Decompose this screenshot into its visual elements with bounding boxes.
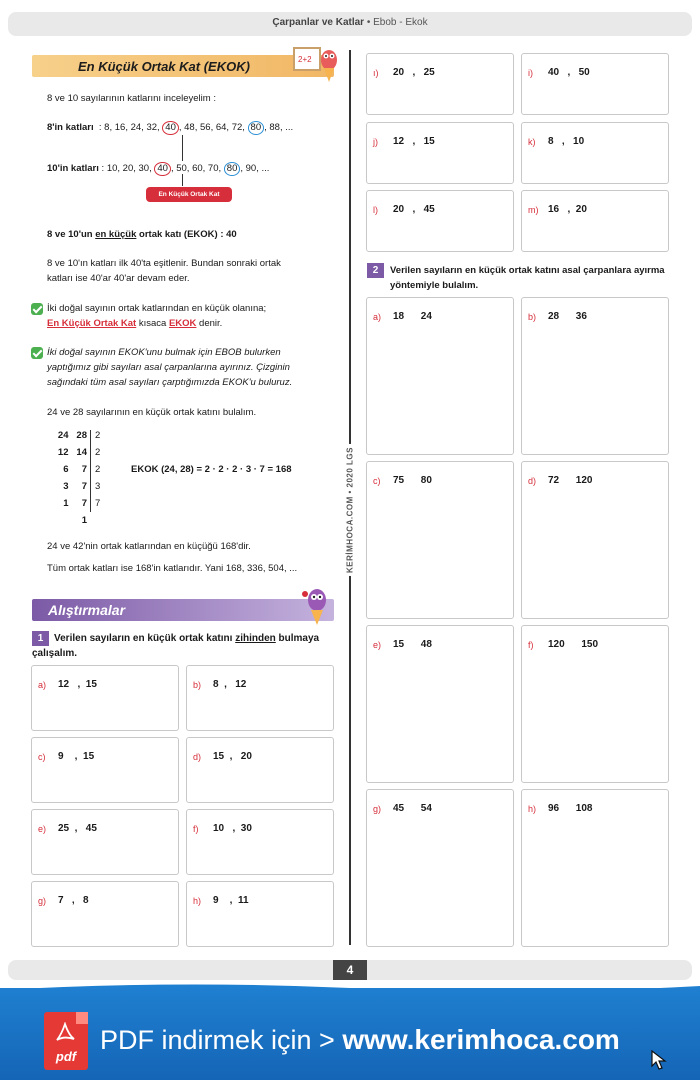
download-link-text[interactable]: PDF indirmek için > www.kerimhoca.com xyxy=(100,1024,620,1055)
note-line-1: 8 ve 10'ın katları ilk 40'ta eşitlenir. Bundan sonraki ortak xyxy=(47,258,281,269)
div-cell: 12 14 xyxy=(57,447,87,458)
check-icon xyxy=(31,303,43,315)
answer-box[interactable]: e) 25 , 45 xyxy=(31,809,179,875)
answer-box[interactable]: a) 12 , 15 xyxy=(31,665,179,731)
connector-line xyxy=(182,135,183,161)
mascot-icon xyxy=(297,586,337,626)
div-prime: 2 xyxy=(95,447,101,458)
mouse-pointer-icon xyxy=(651,1050,667,1070)
answer-box[interactable]: k) 8 , 10 xyxy=(521,122,669,184)
answer-box[interactable]: c) 9 , 15 xyxy=(31,737,179,803)
definition-1-line-1: İki doğal sayının ortak katlarından en küçük olanına; xyxy=(47,303,267,314)
answer-box[interactable]: j) 12 , 15 xyxy=(366,122,514,184)
note-line-2: katları ise 40'ar 40'ar devam eder. xyxy=(47,273,190,284)
question-2-text: Verilen sayıların en küçük ortak katını asal çarpanlara ayırma xyxy=(390,265,665,276)
div-prime: 2 xyxy=(95,464,101,475)
exercises-title: Alıştırmalar xyxy=(48,602,126,618)
conclusion-2: Tüm ortak katları ise 168'in katlarıdır. Yani 168, 336, 504, ... xyxy=(47,563,298,574)
definition-2-line-2: yaptığımız gibi sayıları asal çarpanlarına ayırınız. Çizginin xyxy=(47,362,290,373)
div-cell: 3 7 xyxy=(63,481,87,492)
question-2-text-line-2: yöntemiyle bulalım. xyxy=(390,280,479,291)
common-multiple-highlight: 80 xyxy=(248,121,265,135)
answer-box[interactable]: h) 96 108 xyxy=(521,789,669,947)
ekok-section-banner xyxy=(32,55,334,77)
page-number: 4 xyxy=(333,960,367,980)
definition-2-line-3: sağındaki tüm asal sayıları çarptığımızda EKOK'u buluruz. xyxy=(47,377,293,388)
div-prime: 7 xyxy=(95,498,101,509)
div-cell: 6 7 xyxy=(63,464,87,475)
answer-box[interactable]: ı) 20 , 25 xyxy=(366,53,514,115)
answer-box[interactable]: b) 28 36 xyxy=(521,297,669,455)
definition-2-line-1: İki doğal sayının EKOK'unu bulmak için EBOB bulurken xyxy=(47,347,281,358)
example-intro: 24 ve 28 sayılarının en küçük ortak katını bulalım. xyxy=(47,407,257,418)
ekok-result: 8 ve 10'un en küçük ortak katı (EKOK) : 40 xyxy=(47,229,237,240)
connector-arrow xyxy=(182,174,183,186)
acrobat-symbol-icon xyxy=(54,1022,76,1044)
answer-box[interactable]: d) 72 120 xyxy=(521,461,669,619)
div-prime: 3 xyxy=(95,481,101,492)
answer-box[interactable]: l) 20 , 45 xyxy=(366,190,514,252)
answer-box[interactable]: b) 8 , 12 xyxy=(186,665,334,731)
answer-box[interactable]: f) 120 150 xyxy=(521,625,669,783)
sidebar-watermark: KERİMHOCA.COM • 2020 LGS xyxy=(341,440,359,580)
question-number-badge: 2 xyxy=(367,263,384,278)
common-multiple-highlight: 40 xyxy=(154,162,171,176)
answer-box[interactable]: m) 16 , 20 xyxy=(521,190,669,252)
question-1-text-line-2: çalışalım. xyxy=(32,648,78,659)
answer-box[interactable]: f) 10 , 30 xyxy=(186,809,334,875)
conclusion-1: 24 ve 42'nin ortak katlarından en küçüğü 168'dir. xyxy=(47,541,251,552)
exercises-banner xyxy=(32,599,334,621)
header-text: Çarpanlar ve Katlar • Ebob - Ekok xyxy=(272,17,428,28)
definition-1-line-2: En Küçük Ortak Kat kısaca EKOK denir. xyxy=(47,318,223,329)
ekok-formula: EKOK (24, 28) = 2 · 2 · 2 · 3 · 7 = 168 xyxy=(131,464,292,475)
answer-box[interactable]: i) 40 , 50 xyxy=(521,53,669,115)
check-icon xyxy=(31,347,43,359)
answer-box[interactable]: c) 75 80 xyxy=(366,461,514,619)
svg-text:2+2: 2+2 xyxy=(298,55,312,64)
page-header xyxy=(8,12,692,36)
div-cell: 1 xyxy=(81,515,87,526)
section-title: En Küçük Ortak Kat (EKOK) xyxy=(78,59,250,74)
ekok-pill-label: En Küçük Ortak Kat xyxy=(146,187,232,202)
answer-box[interactable]: a) 18 24 xyxy=(366,297,514,455)
div-prime: 2 xyxy=(95,430,101,441)
pdf-icon: pdf xyxy=(44,1012,88,1070)
division-bar xyxy=(90,430,91,512)
multiples-of-8: 8'in katları : 8, 16, 24, 32, 40 , 48, 56, 64, 72, 80 , 88, ... xyxy=(47,122,294,133)
answer-box[interactable]: h) 9 , 11 xyxy=(186,881,334,947)
answer-box[interactable]: d) 15 , 20 xyxy=(186,737,334,803)
multiples-of-10: 10'in katları : 10, 20, 30, 40 , 50, 60, 70, 80 , 90, ... xyxy=(47,163,270,174)
chalkboard-mascot-icon xyxy=(292,44,340,84)
div-cell: 24 28 xyxy=(57,430,87,441)
site-url: www.kerimhoca.com xyxy=(342,1024,620,1055)
ekok-intro: 8 ve 10 sayılarının katlarını inceleyelim : xyxy=(47,93,216,104)
question-1-text: Verilen sayıların en küçük ortak katını zihinden bulmaya xyxy=(54,633,320,644)
common-multiple-highlight: 80 xyxy=(224,162,241,176)
common-multiple-highlight: 40 xyxy=(162,121,179,135)
div-cell: 1 7 xyxy=(63,498,87,509)
question-number-badge: 1 xyxy=(32,631,49,646)
answer-box[interactable]: g) 7 , 8 xyxy=(31,881,179,947)
answer-box[interactable]: e) 15 48 xyxy=(366,625,514,783)
answer-box[interactable]: g) 45 54 xyxy=(366,789,514,947)
